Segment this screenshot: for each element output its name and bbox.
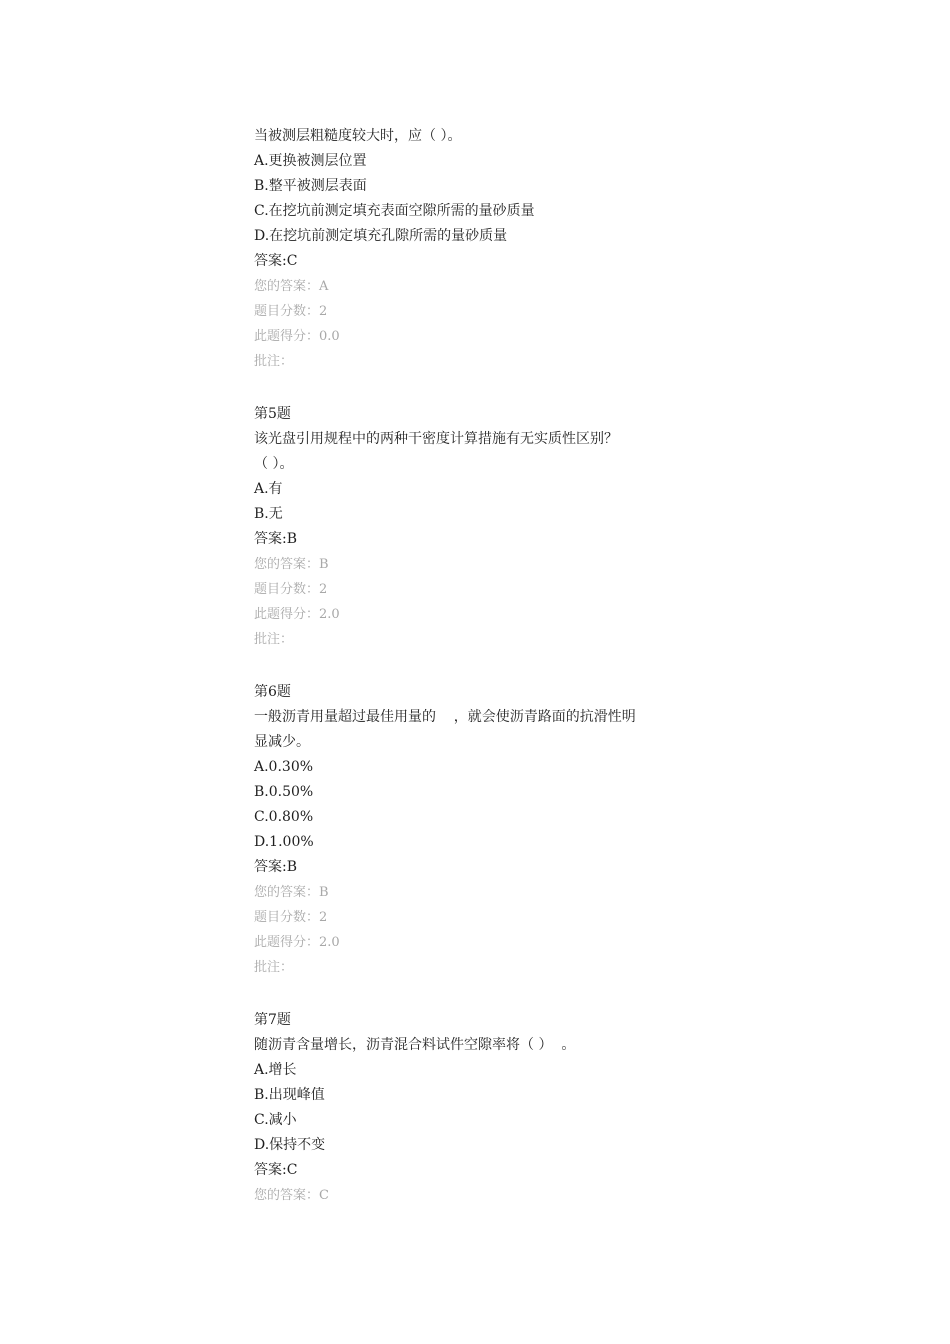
option-b: B.0.50%	[254, 784, 314, 800]
question-points: 题目分数：2	[254, 304, 328, 319]
correct-answer: 答案:C	[254, 253, 298, 269]
your-answer: 您的答案：B	[254, 885, 329, 900]
your-answer: 您的答案：A	[254, 279, 329, 294]
question-5	[254, 402, 724, 652]
question-4	[254, 124, 724, 374]
option-a: A.更换被测层位置	[254, 153, 367, 169]
option-b: B.出现峰值	[254, 1087, 325, 1103]
option-a: A.0.30%	[254, 759, 314, 775]
spacer	[254, 980, 724, 1008]
question-score: 此题得分：2.0	[254, 935, 340, 950]
option-b: B.整平被测层表面	[254, 178, 367, 194]
question-heading: 第7题	[254, 1012, 291, 1028]
option-c: C.0.80%	[254, 809, 314, 825]
spacer	[254, 652, 724, 680]
question-heading: 第6题	[254, 684, 291, 700]
comment-label: 批注：	[254, 960, 294, 975]
option-b: B.无	[254, 506, 283, 522]
comment-label: 批注：	[254, 354, 294, 369]
option-a: A.有	[254, 481, 283, 497]
question-text: 一般沥青用量超过最佳用量的 ，就会使沥青路面的抗滑性明	[254, 709, 636, 725]
question-score: 此题得分：2.0	[254, 607, 340, 622]
correct-answer: 答案:B	[254, 531, 298, 547]
question-6	[254, 680, 724, 980]
question-text-continued: 显减少。	[254, 734, 310, 750]
document-page	[254, 124, 724, 1208]
question-text: 该光盘引用规程中的两种干密度计算措施有无实质性区别？	[254, 431, 618, 447]
question-score: 此题得分：0.0	[254, 329, 340, 344]
option-d: D.在挖坑前测定填充孔隙所需的量砂质量	[254, 228, 508, 244]
option-d: D.保持不变	[254, 1137, 326, 1153]
your-answer: 您的答案：B	[254, 557, 329, 572]
question-points: 题目分数：2	[254, 910, 328, 925]
option-c: C.在挖坑前测定填充表面空隙所需的量砂质量	[254, 203, 535, 219]
question-text: 当被测层粗糙度较大时，应（ ）。	[254, 128, 462, 144]
option-d: D.1.00%	[254, 834, 314, 850]
question-points: 题目分数：2	[254, 582, 328, 597]
option-c: C.减小	[254, 1112, 297, 1128]
option-a: A.增长	[254, 1062, 297, 1078]
comment-label: 批注：	[254, 632, 294, 647]
your-answer: 您的答案：C	[254, 1188, 329, 1203]
correct-answer: 答案:C	[254, 1162, 298, 1178]
question-text-continued: （ ）。	[254, 456, 294, 472]
question-heading: 第5题	[254, 406, 291, 422]
question-text: 随沥青含量增长，沥青混合料试件空隙率将（ ） 。	[254, 1037, 576, 1053]
spacer	[254, 374, 724, 402]
question-7	[254, 1008, 724, 1208]
correct-answer: 答案:B	[254, 859, 298, 875]
